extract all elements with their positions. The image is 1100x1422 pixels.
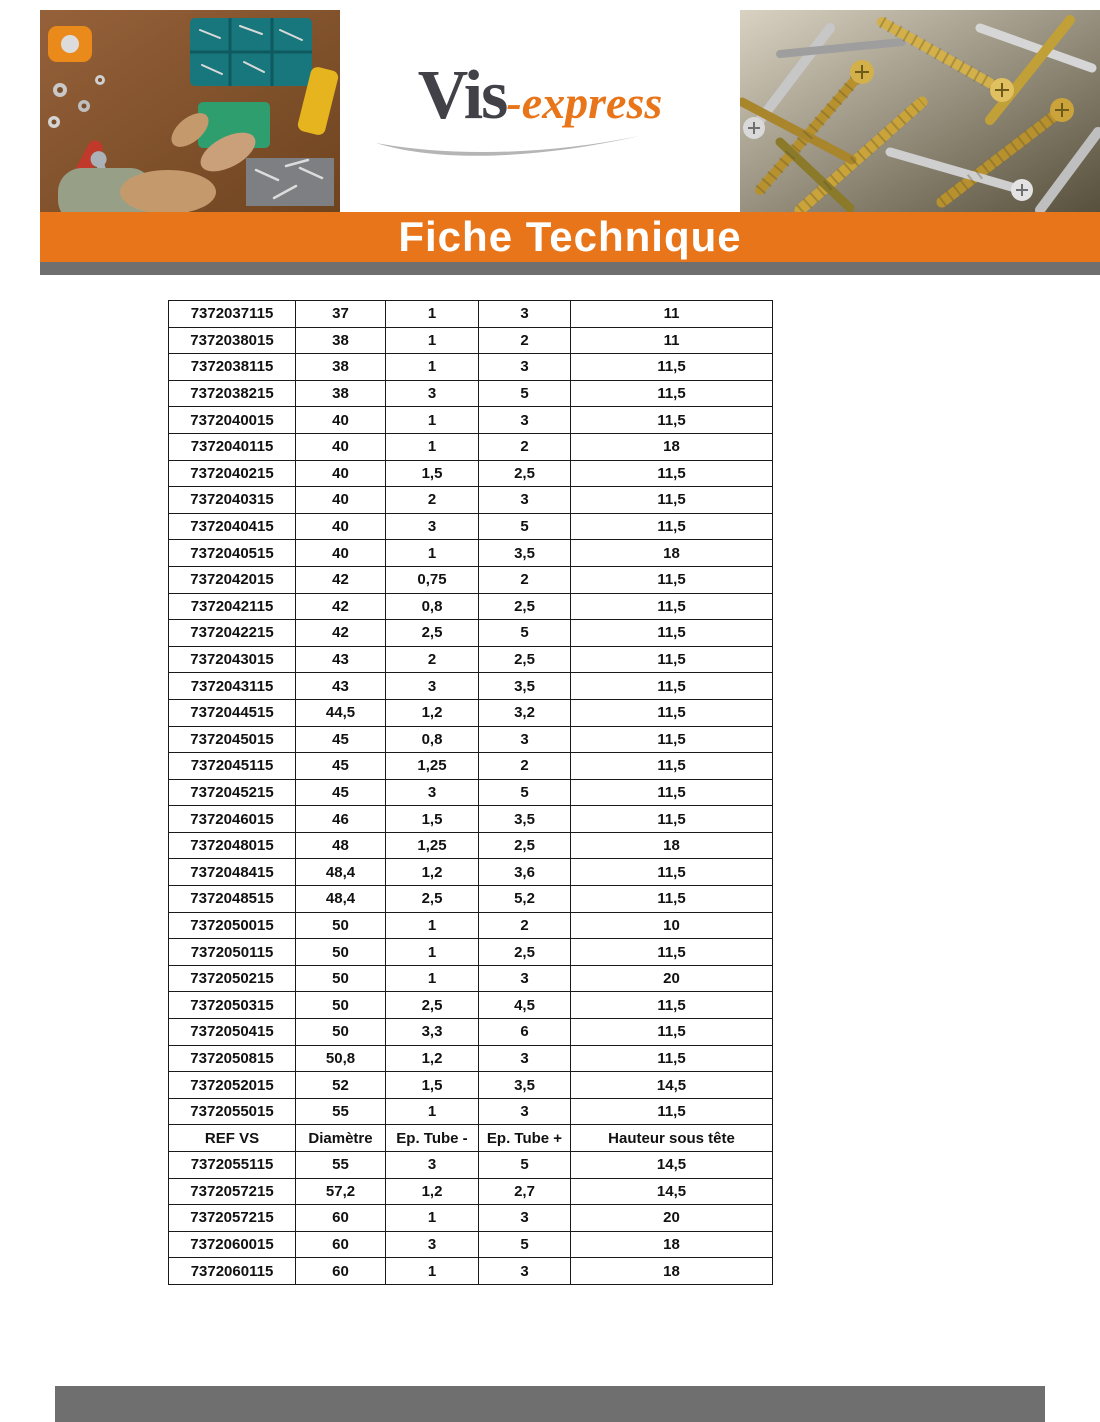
cell: 1 <box>386 407 479 434</box>
table-row <box>169 646 773 673</box>
cell: 18 <box>571 1258 773 1285</box>
cell: 3 <box>479 487 571 514</box>
header-cell: REF VS <box>169 1125 296 1152</box>
table-row <box>169 1072 773 1099</box>
brand-logo <box>340 10 740 212</box>
cell: 42 <box>296 620 386 647</box>
table-row <box>169 992 773 1019</box>
cell: 11,5 <box>571 1019 773 1046</box>
cell: 1 <box>386 540 479 567</box>
cell: 3 <box>479 1205 571 1232</box>
cell: 7372040115 <box>169 433 296 460</box>
cell: 11,5 <box>571 859 773 886</box>
table-row <box>169 1258 773 1285</box>
cell: 60 <box>296 1205 386 1232</box>
spec-table-body <box>169 301 773 1285</box>
cell: 40 <box>296 487 386 514</box>
cell: 60 <box>296 1231 386 1258</box>
cell: 3,5 <box>479 1072 571 1099</box>
cell: 7372057215 <box>169 1178 296 1205</box>
cell: 2,7 <box>479 1178 571 1205</box>
cell: 3,2 <box>479 699 571 726</box>
table-row <box>169 620 773 647</box>
cell: 11,5 <box>571 779 773 806</box>
cell: 2 <box>479 753 571 780</box>
cell: 7372038115 <box>169 354 296 381</box>
cell: 2 <box>479 433 571 460</box>
cell: 3 <box>479 301 571 328</box>
table-row <box>169 1152 773 1179</box>
cell: 11,5 <box>571 1045 773 1072</box>
cell: 5 <box>479 620 571 647</box>
table-row <box>169 513 773 540</box>
table-row <box>169 1019 773 1046</box>
cell: 45 <box>296 726 386 753</box>
cell: 7372042115 <box>169 593 296 620</box>
cell: 3 <box>386 779 479 806</box>
cell: 1 <box>386 327 479 354</box>
cell: 11,5 <box>571 939 773 966</box>
cell: 2,5 <box>386 992 479 1019</box>
cell: 7372055015 <box>169 1098 296 1125</box>
cell: 7372050815 <box>169 1045 296 1072</box>
table-row <box>169 407 773 434</box>
cell: 10 <box>571 912 773 939</box>
cell: 7372040515 <box>169 540 296 567</box>
cell: 1,2 <box>386 1045 479 1072</box>
cell: 4,5 <box>479 992 571 1019</box>
cell: 7372050415 <box>169 1019 296 1046</box>
cell: 60 <box>296 1258 386 1285</box>
cell: 11,5 <box>571 886 773 913</box>
cell: 42 <box>296 593 386 620</box>
cell: 11,5 <box>571 806 773 833</box>
cell: 11,5 <box>571 726 773 753</box>
workbench-photo <box>40 10 340 212</box>
cell: 7372050115 <box>169 939 296 966</box>
cell: 2 <box>479 912 571 939</box>
cell: 11,5 <box>571 407 773 434</box>
page-header <box>40 10 1100 212</box>
logo-swoosh <box>370 133 650 161</box>
cell: 7372040315 <box>169 487 296 514</box>
cell: 3 <box>386 513 479 540</box>
cell: 2 <box>479 327 571 354</box>
cell: 11,5 <box>571 460 773 487</box>
cell: 1,2 <box>386 699 479 726</box>
cell: 3,5 <box>479 806 571 833</box>
cell: 1 <box>386 433 479 460</box>
cell: 3,5 <box>479 673 571 700</box>
cell: 46 <box>296 806 386 833</box>
cell: 7372050215 <box>169 965 296 992</box>
cell: 7372060015 <box>169 1231 296 1258</box>
table-row <box>169 753 773 780</box>
cell: 40 <box>296 540 386 567</box>
cell: 7372042215 <box>169 620 296 647</box>
cell: 50 <box>296 965 386 992</box>
cell: 11,5 <box>571 673 773 700</box>
cell: 1 <box>386 965 479 992</box>
cell: 3 <box>479 354 571 381</box>
cell: 55 <box>296 1152 386 1179</box>
table-row <box>169 380 773 407</box>
cell: 11,5 <box>571 620 773 647</box>
cell: 11,5 <box>571 699 773 726</box>
cell: 48,4 <box>296 859 386 886</box>
cell: 1,25 <box>386 753 479 780</box>
cell: 7372045015 <box>169 726 296 753</box>
cell: 55 <box>296 1098 386 1125</box>
cell: 1 <box>386 354 479 381</box>
cell: 0,8 <box>386 726 479 753</box>
cell: 50 <box>296 939 386 966</box>
cell: 11,5 <box>571 992 773 1019</box>
cell: 44,5 <box>296 699 386 726</box>
table-row <box>169 965 773 992</box>
cell: 3,6 <box>479 859 571 886</box>
cell: 18 <box>571 1231 773 1258</box>
cell: 11,5 <box>571 593 773 620</box>
table-row <box>169 939 773 966</box>
table-row <box>169 460 773 487</box>
banner-title: Fiche Technique <box>40 212 1100 262</box>
cell: 3 <box>479 407 571 434</box>
screws-photo-illustration <box>740 10 1100 212</box>
cell: 3 <box>479 965 571 992</box>
cell: 43 <box>296 673 386 700</box>
cell: 1 <box>386 912 479 939</box>
cell: 3 <box>386 1152 479 1179</box>
cell: 11,5 <box>571 566 773 593</box>
cell: 50 <box>296 1019 386 1046</box>
cell: 42 <box>296 566 386 593</box>
table-row <box>169 859 773 886</box>
cell: 7372042015 <box>169 566 296 593</box>
cell: 7372045115 <box>169 753 296 780</box>
cell: 1,25 <box>386 832 479 859</box>
cell: 5 <box>479 380 571 407</box>
table-row <box>169 327 773 354</box>
cell: 18 <box>571 540 773 567</box>
cell: 2,5 <box>479 646 571 673</box>
cell: 5 <box>479 513 571 540</box>
cell: 18 <box>571 832 773 859</box>
table-row <box>169 566 773 593</box>
cell: 20 <box>571 965 773 992</box>
cell: 2,5 <box>386 620 479 647</box>
table-row <box>169 779 773 806</box>
cell: 7372048515 <box>169 886 296 913</box>
cell: 7372038015 <box>169 327 296 354</box>
cell: 50,8 <box>296 1045 386 1072</box>
cell: 3,5 <box>479 540 571 567</box>
table-row <box>169 354 773 381</box>
cell: 6 <box>479 1019 571 1046</box>
cell: 37 <box>296 301 386 328</box>
cell: 7372048015 <box>169 832 296 859</box>
cell: 1 <box>386 1098 479 1125</box>
cell: 7372052015 <box>169 1072 296 1099</box>
cell: 50 <box>296 992 386 1019</box>
cell: 48,4 <box>296 886 386 913</box>
cell: 43 <box>296 646 386 673</box>
cell: 2 <box>479 566 571 593</box>
table-row <box>169 699 773 726</box>
table-row <box>169 1178 773 1205</box>
cell: 1,2 <box>386 859 479 886</box>
cell: 38 <box>296 380 386 407</box>
table-row <box>169 832 773 859</box>
cell: 3 <box>386 380 479 407</box>
cell: 1 <box>386 301 479 328</box>
cell: 57,2 <box>296 1178 386 1205</box>
cell: 7372045215 <box>169 779 296 806</box>
table-row <box>169 673 773 700</box>
table-header-row <box>169 1125 773 1152</box>
cell: 5 <box>479 1231 571 1258</box>
table-row <box>169 433 773 460</box>
table-row <box>169 1205 773 1232</box>
cell: 11 <box>571 301 773 328</box>
cell: 48 <box>296 832 386 859</box>
table-row <box>169 886 773 913</box>
logo-text-express: -express <box>506 77 663 128</box>
cell: 3 <box>479 1045 571 1072</box>
cell: 3 <box>479 1258 571 1285</box>
cell: 2 <box>386 646 479 673</box>
table-row <box>169 1045 773 1072</box>
cell: 7372038215 <box>169 380 296 407</box>
cell: 11,5 <box>571 513 773 540</box>
cell: 7372037115 <box>169 301 296 328</box>
table-row <box>169 487 773 514</box>
cell: 1,5 <box>386 806 479 833</box>
cell: 2,5 <box>479 832 571 859</box>
cell: 52 <box>296 1072 386 1099</box>
footer-bar <box>55 1386 1045 1422</box>
table-row <box>169 540 773 567</box>
cell: 5 <box>479 1152 571 1179</box>
cell: 7372040015 <box>169 407 296 434</box>
cell: 1,5 <box>386 1072 479 1099</box>
cell: 2,5 <box>479 939 571 966</box>
cell: 40 <box>296 433 386 460</box>
cell: 11,5 <box>571 380 773 407</box>
logo-text-vis: Vis <box>417 57 507 134</box>
cell: 45 <box>296 779 386 806</box>
cell: 50 <box>296 912 386 939</box>
banner-underline <box>40 262 1100 275</box>
cell: 14,5 <box>571 1152 773 1179</box>
cell: 40 <box>296 407 386 434</box>
spec-table <box>168 300 773 1285</box>
cell: 3 <box>479 726 571 753</box>
cell: 38 <box>296 327 386 354</box>
cell: 11 <box>571 327 773 354</box>
cell: 38 <box>296 354 386 381</box>
cell: 0,8 <box>386 593 479 620</box>
logo-text <box>417 57 663 134</box>
table-row <box>169 1231 773 1258</box>
table-row <box>169 912 773 939</box>
cell: 7372040215 <box>169 460 296 487</box>
cell: 18 <box>571 433 773 460</box>
header-cell: Ep. Tube - <box>386 1125 479 1152</box>
cell: 0,75 <box>386 566 479 593</box>
table-row <box>169 593 773 620</box>
cell: 3 <box>479 1098 571 1125</box>
table-row <box>169 301 773 328</box>
header-cell: Hauteur sous tête <box>571 1125 773 1152</box>
cell: 1 <box>386 1205 479 1232</box>
cell: 14,5 <box>571 1072 773 1099</box>
cell: 1,2 <box>386 1178 479 1205</box>
workbench-photo-illustration <box>40 10 340 212</box>
cell: 7372050315 <box>169 992 296 1019</box>
cell: 40 <box>296 460 386 487</box>
cell: 7372046015 <box>169 806 296 833</box>
cell: 1 <box>386 939 479 966</box>
cell: 45 <box>296 753 386 780</box>
cell: 7372050015 <box>169 912 296 939</box>
cell: 3 <box>386 673 479 700</box>
cell: 7372048415 <box>169 859 296 886</box>
cell: 11,5 <box>571 753 773 780</box>
cell: 2,5 <box>479 460 571 487</box>
table-row <box>169 1098 773 1125</box>
cell: 7372043115 <box>169 673 296 700</box>
cell: 20 <box>571 1205 773 1232</box>
screws-photo <box>740 10 1100 212</box>
cell: 11,5 <box>571 646 773 673</box>
cell: 3,3 <box>386 1019 479 1046</box>
table-row <box>169 726 773 753</box>
cell: 7372057215 <box>169 1205 296 1232</box>
cell: 7372043015 <box>169 646 296 673</box>
cell: 5 <box>479 779 571 806</box>
cell: 1,5 <box>386 460 479 487</box>
cell: 7372060115 <box>169 1258 296 1285</box>
cell: 5,2 <box>479 886 571 913</box>
cell: 11,5 <box>571 354 773 381</box>
cell: 40 <box>296 513 386 540</box>
cell: 2,5 <box>479 593 571 620</box>
cell: 7372040415 <box>169 513 296 540</box>
cell: 11,5 <box>571 487 773 514</box>
cell: 3 <box>386 1231 479 1258</box>
cell: 7372055115 <box>169 1152 296 1179</box>
cell: 2 <box>386 487 479 514</box>
header-cell: Diamètre <box>296 1125 386 1152</box>
cell: 2,5 <box>386 886 479 913</box>
cell: 11,5 <box>571 1098 773 1125</box>
header-cell: Ep. Tube + <box>479 1125 571 1152</box>
cell: 14,5 <box>571 1178 773 1205</box>
cell: 1 <box>386 1258 479 1285</box>
cell: 7372044515 <box>169 699 296 726</box>
table-row <box>169 806 773 833</box>
